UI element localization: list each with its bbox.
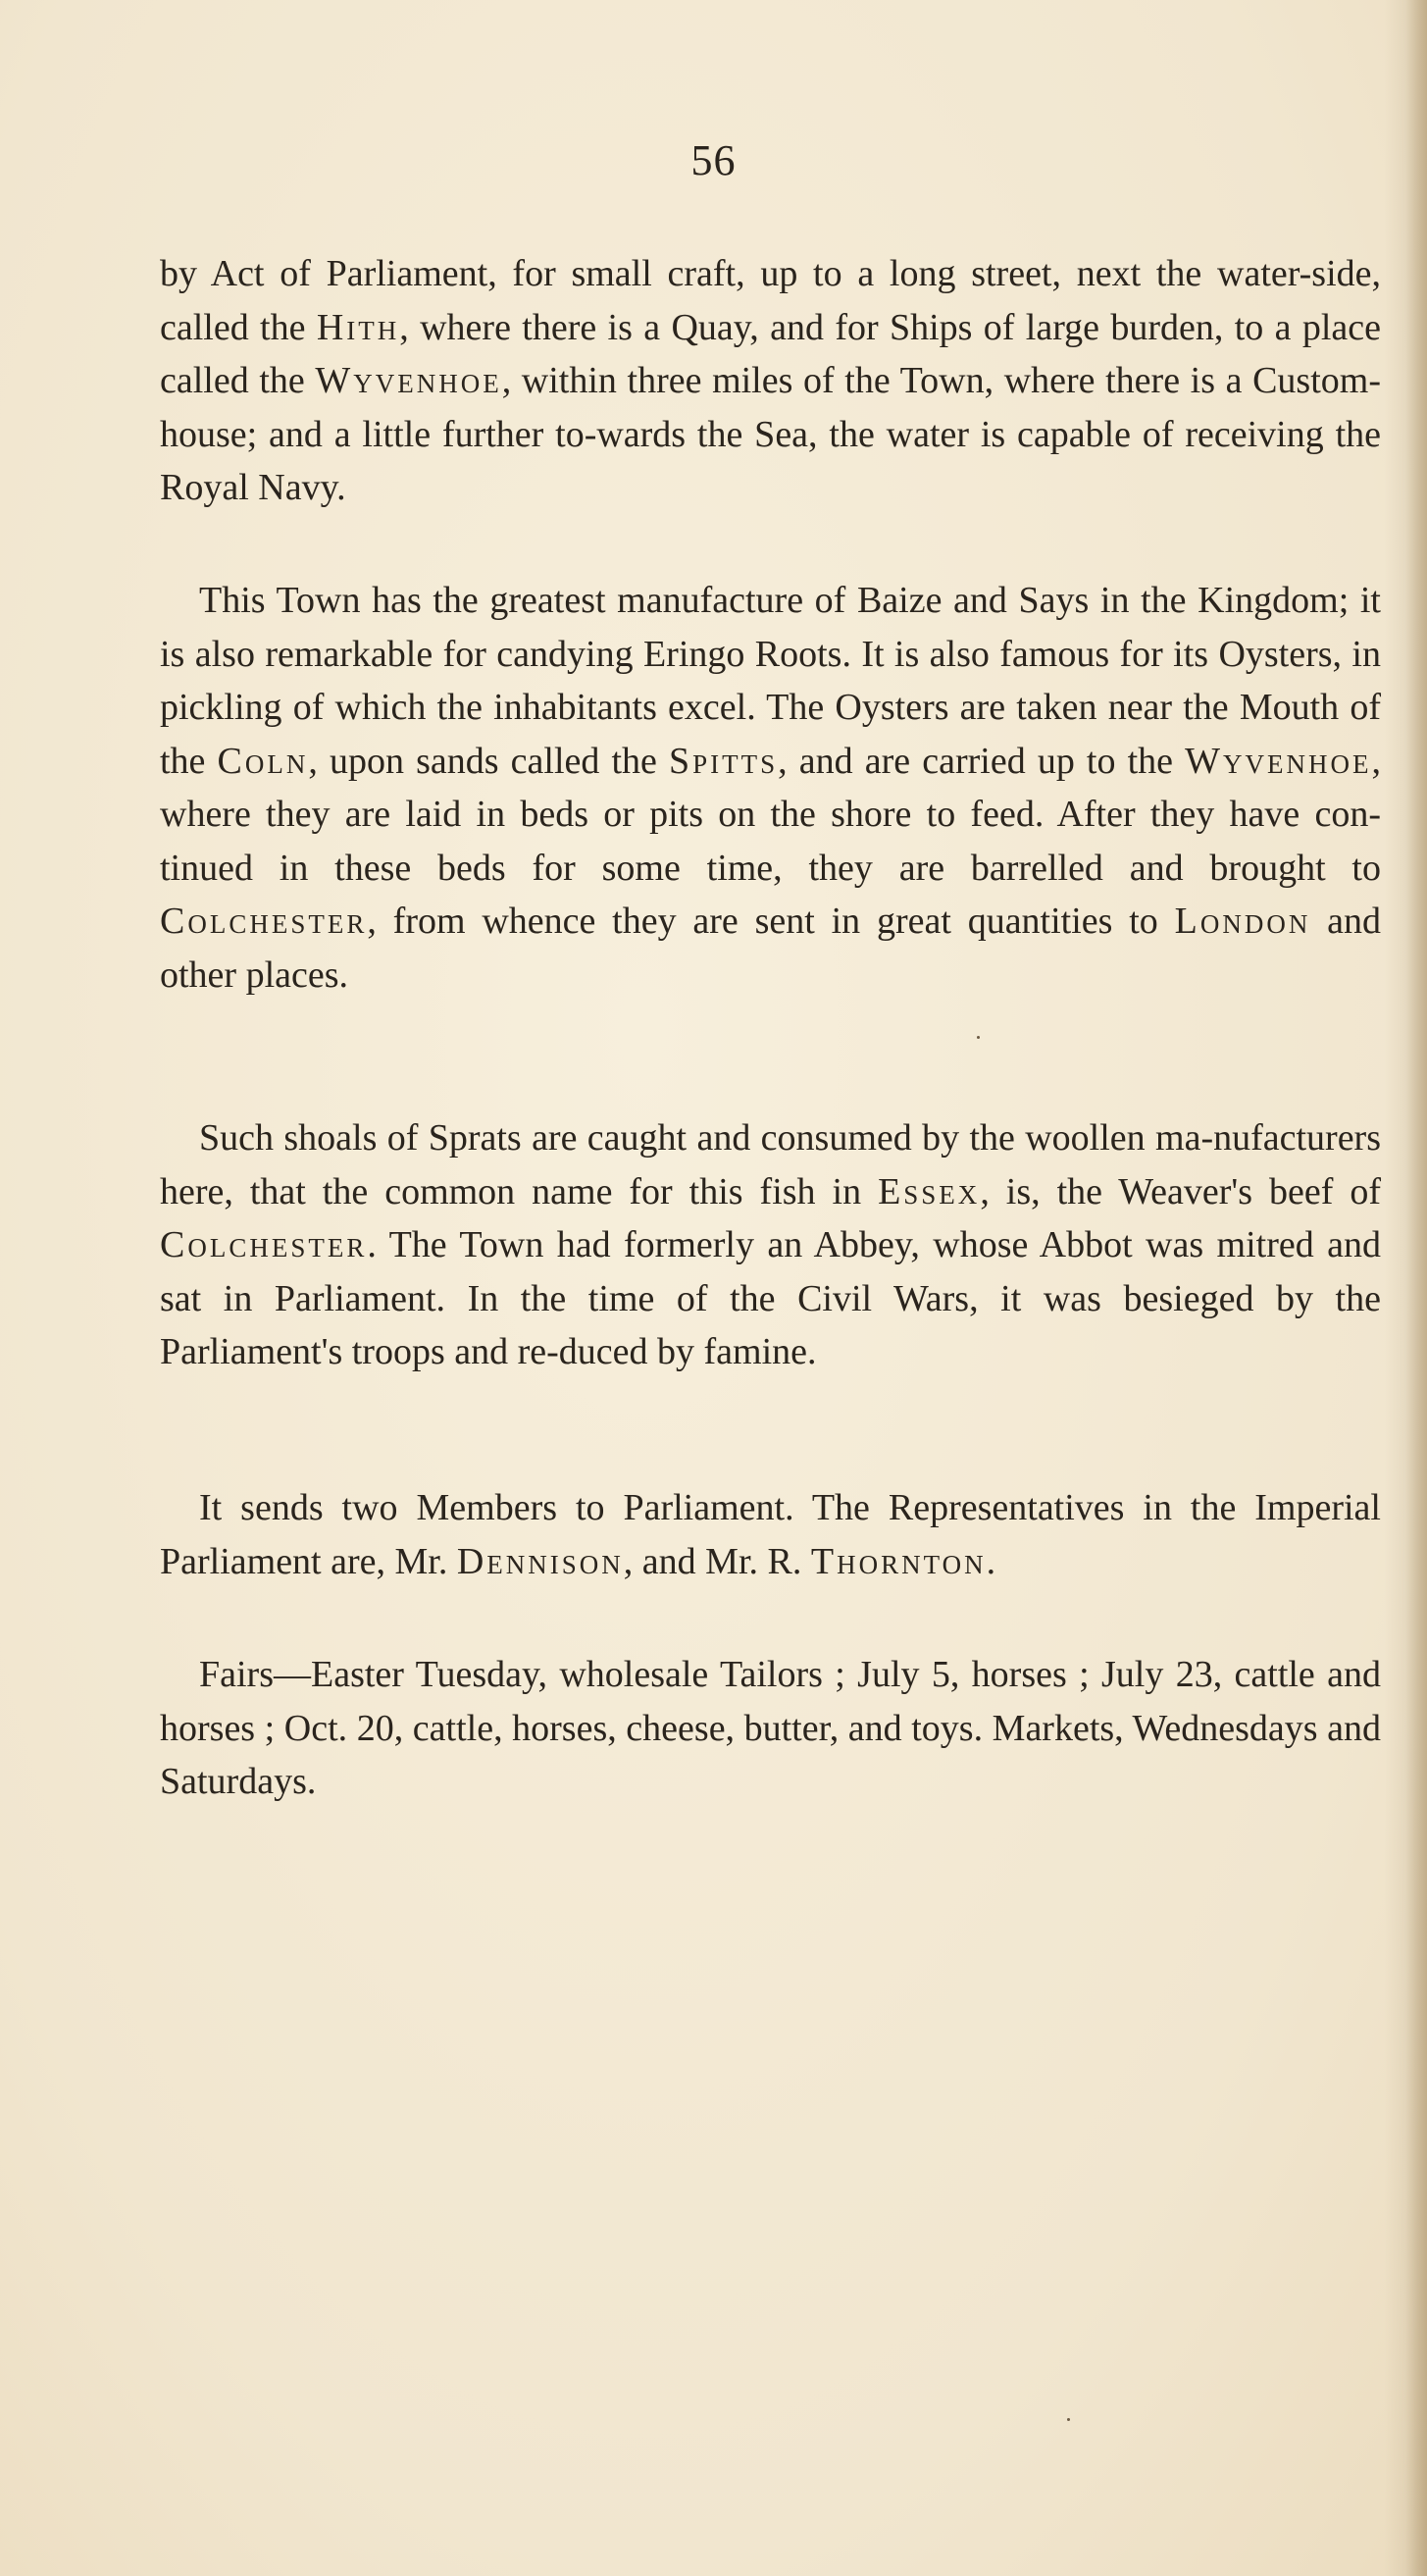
text-run: , where there is a Quay, and for Ships of large burden, to a place called the: [160, 306, 1382, 401]
paragraph-fairs-markets: [160, 1648, 1381, 1809]
place-name-spitts: Spitts: [669, 740, 779, 782]
text-run: by Act of Parliament, for small craft, up to a long street, next the water-side, called the: [160, 253, 1381, 348]
text-run: , and Mr. R.: [623, 1540, 811, 1582]
text-run: , is, the Weaver's beef of: [980, 1170, 1381, 1212]
text-run: , from whence they are sent in great quantities to: [367, 901, 1175, 942]
page-number: 56: [690, 136, 737, 184]
text-run: . The Town had formerly an Abbey, whose Abbot was mitred and sat in Parliament. In the time of the Civil Wars, it was besieged by the Parliament's troops and re-duced by famine.: [160, 1224, 1381, 1372]
text-run: and other places.: [160, 901, 1381, 996]
paper-speck: [1067, 2418, 1070, 2421]
place-name-london: London: [1174, 901, 1311, 942]
person-name-thornton: Thornton: [810, 1540, 987, 1582]
paragraph-sprats-history: [160, 1111, 1381, 1379]
text-run: , upon sands called the: [308, 740, 670, 782]
place-name-wyvenhoe: Wyvenhoe: [1185, 740, 1372, 782]
place-name-colchester: Colchester: [160, 1224, 368, 1265]
text-run: It sends two Members to Parliament. The Representatives in the Imperial Parliament are, Mr.: [160, 1487, 1381, 1582]
text-run: , where they are laid in beds or pits on the shore to feed. After they have con-tinued in these beds for some time, they are barrelled and brought to: [160, 740, 1381, 889]
text-run: Such shoals of Sprats are caught and consumed by the woollen ma-nufacturers here, that the common name for this fish in: [160, 1117, 1381, 1212]
paragraph-representatives: [160, 1481, 1381, 1588]
text-run: .: [986, 1540, 996, 1582]
place-name-essex: Essex: [878, 1170, 981, 1212]
place-name-colchester: Colchester: [160, 901, 368, 942]
person-name-dennison: Dennison: [456, 1540, 624, 1582]
paragraph-manufacture-oysters: [160, 574, 1381, 1002]
text-run: Fairs—Easter Tuesday, wholesale Tailors ; July 5, horses ; July 23, cattle and horses ; Oct. 20, cattle, horses, cheese, butter, and toys. Markets, Wednesdays and Saturdays.: [160, 1654, 1381, 1802]
text-run: , and are carried up to the: [778, 740, 1186, 782]
place-name-hith: Hith: [316, 306, 400, 348]
text-run: , within three miles of the Town, where there is a Custom-house; and a little further to-wards the Sea, the water is capable of receiving the Royal Navy.: [160, 360, 1381, 508]
paper-speck: [977, 1036, 980, 1039]
place-name-coln: Coln: [217, 740, 309, 782]
text-run: This Town has the greatest manufacture of Baize and Says in the Kingdom; it is also remarkable for candying Eringo Roots. It is also famous for its Oysters, in pickling of which the inhabitants excel. The Oysters are taken near the Mouth of the: [160, 580, 1381, 782]
place-name-wyvenhoe: Wyvenhoe: [315, 360, 502, 401]
page-edge-shadow: [1405, 0, 1427, 2576]
paragraph-colne-navigation: [160, 247, 1381, 515]
